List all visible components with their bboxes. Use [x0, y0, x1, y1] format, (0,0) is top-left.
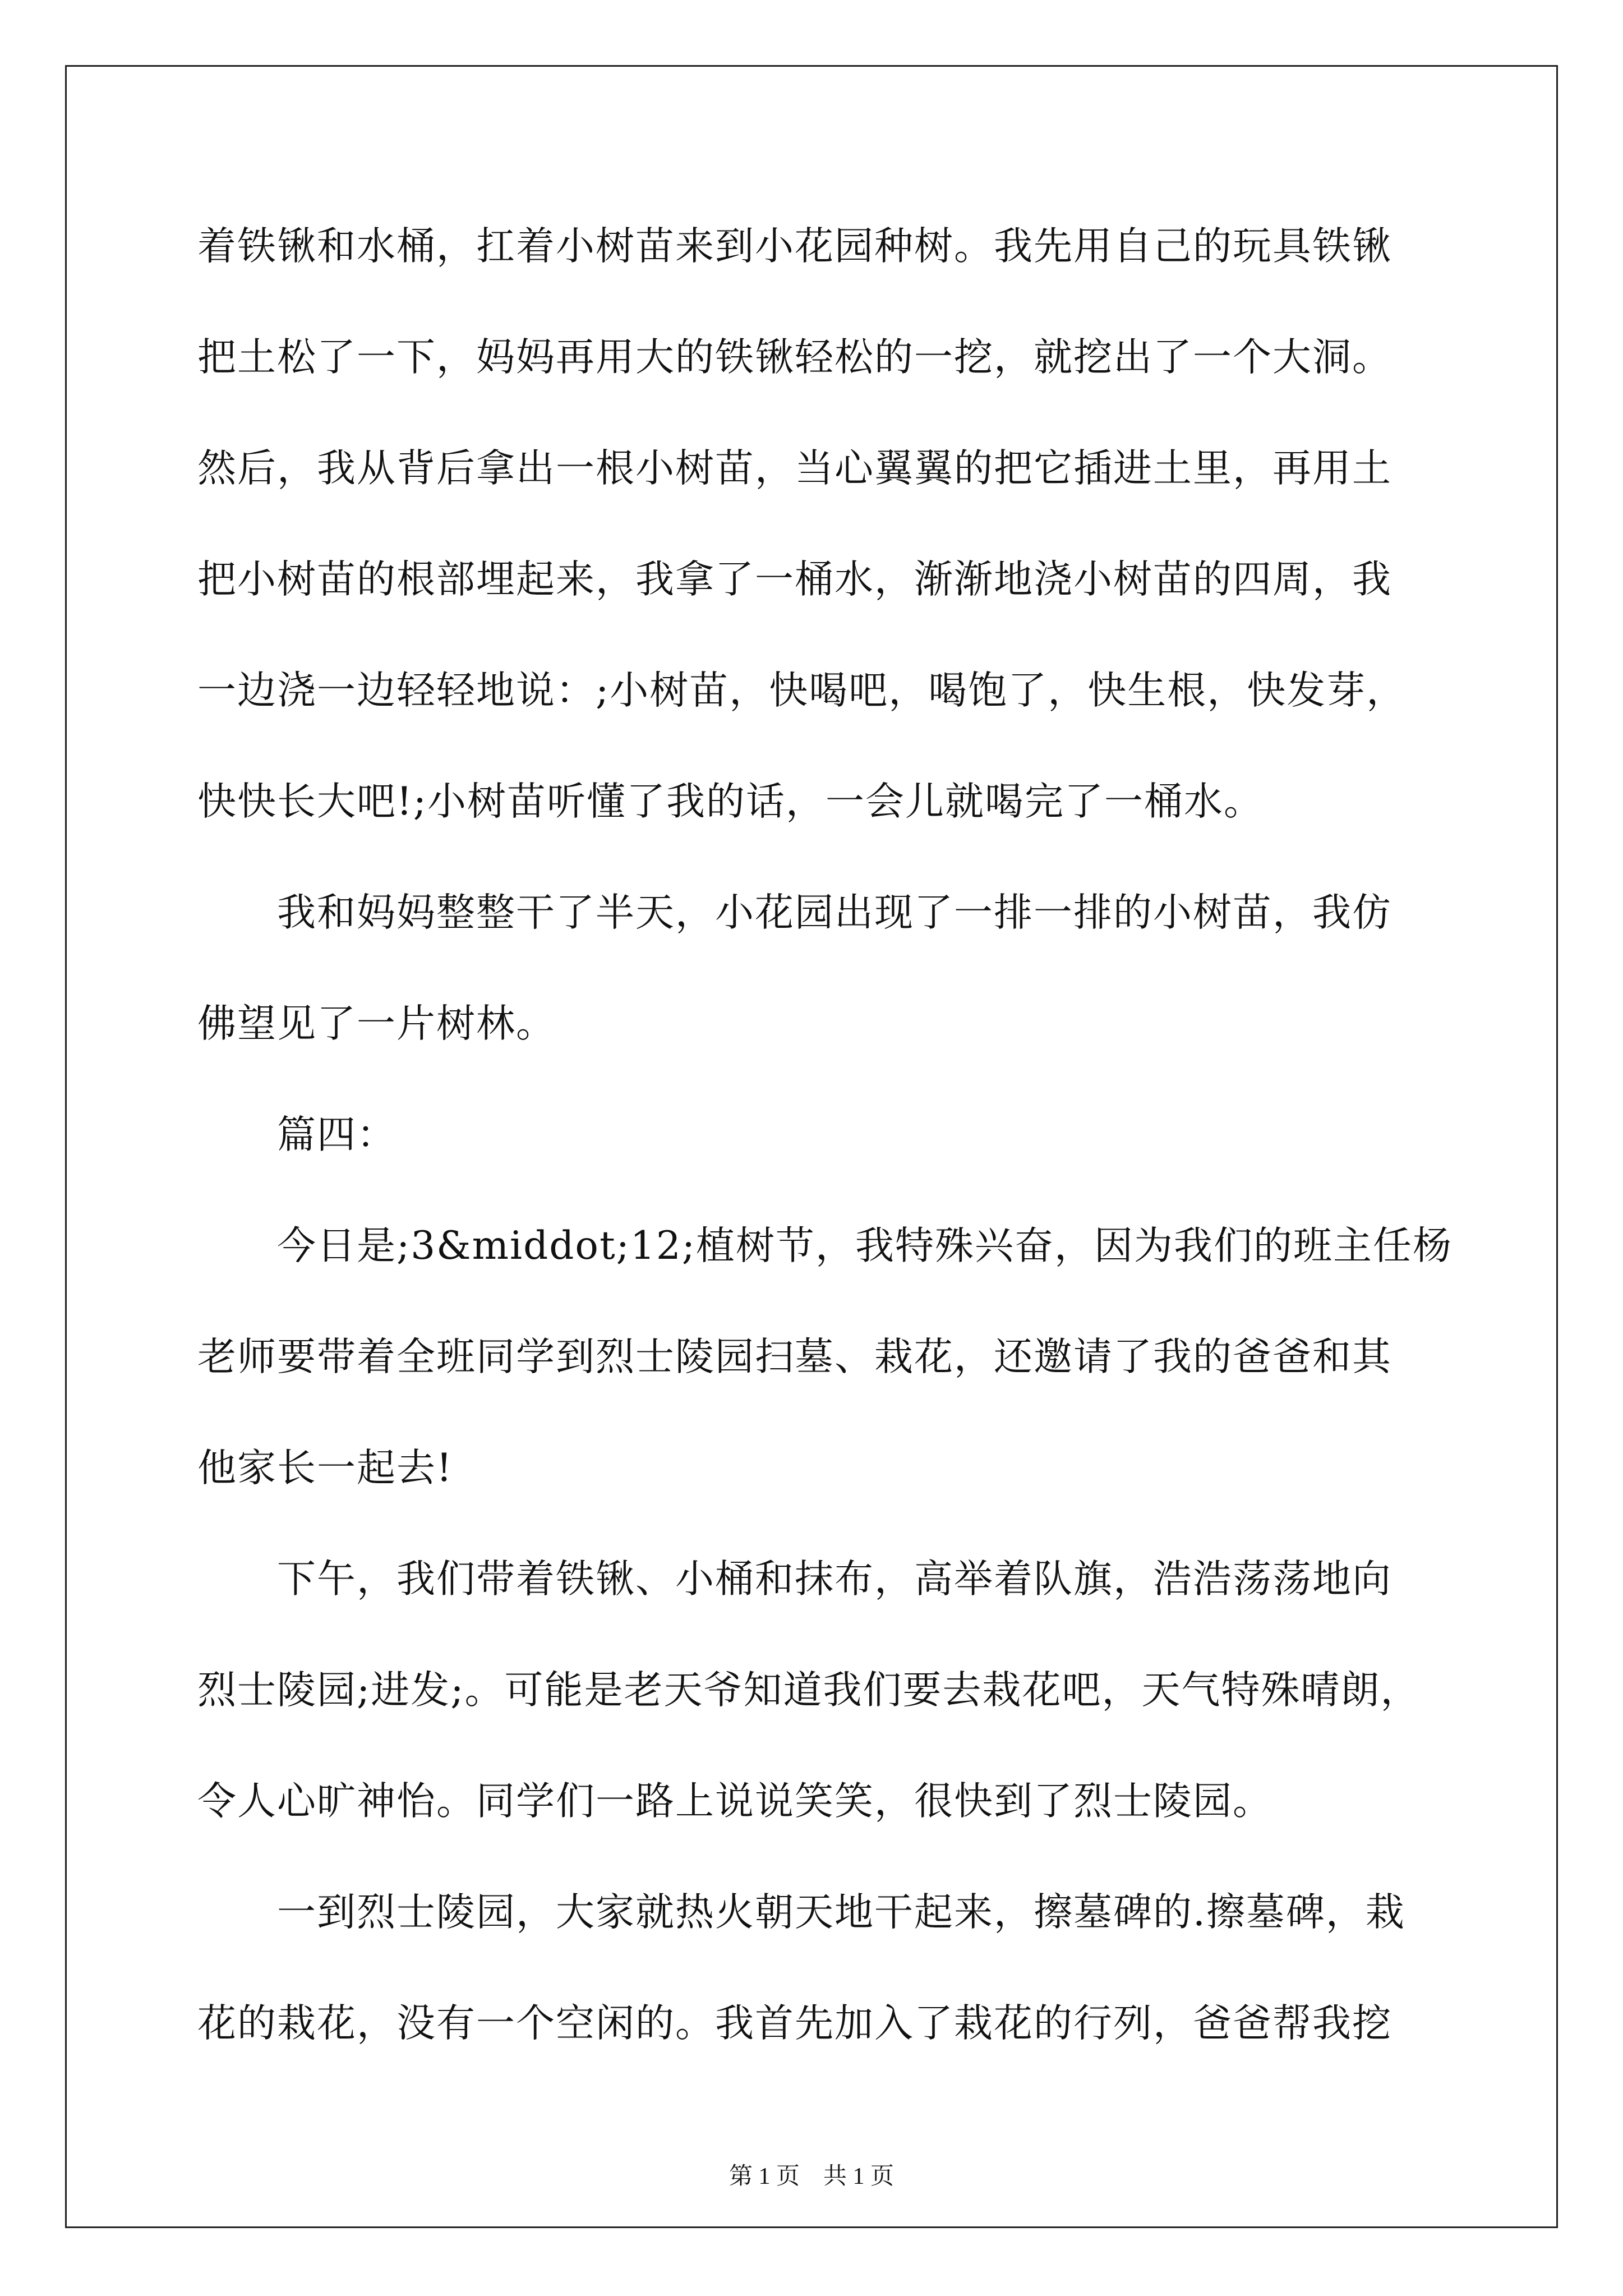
page-number-footer: 第 1 页 共 1 页 — [728, 2164, 894, 2189]
text-line: 佛望见了一片树林。 — [197, 1001, 556, 1046]
text-line: 着铁锹和水桶，扛着小树苗来到小花园种树。我先用自己的玩具铁锹 — [197, 224, 1392, 269]
text-line: 令人心旷神怡。同学们一路上说说笑笑，很快到了烈士陵园。 — [197, 1779, 1272, 1824]
text-line: 我和妈妈整整干了半天，小花园出现了一排一排的小树苗，我仿 — [197, 890, 1392, 935]
text-line: 把土松了一下，妈妈再用大的铁锹轻松的一挖，就挖出了一个大洞。 — [197, 335, 1392, 380]
text-line: 快快长大吧!;小树苗听懂了我的话，一会儿就喝完了一桶水。 — [197, 779, 1264, 824]
section-heading: 篇四： — [197, 1112, 396, 1157]
text-line: 一到烈士陵园，大家就热火朝天地干起来，擦墓碑的.擦墓碑，栽 — [197, 1890, 1405, 1935]
text-line: 花的栽花，没有一个空闲的。我首先加入了栽花的行列，爸爸帮我挖 — [197, 2001, 1392, 2046]
document-body — [197, 223, 1453, 2111]
text-line: 把小树苗的根部埋起来，我拿了一桶水，渐渐地浇小树苗的四周，我 — [197, 557, 1392, 602]
text-line: 下午，我们带着铁锹、小桶和抹布，高举着队旗，浩浩荡荡地向 — [197, 1557, 1392, 1602]
text-line: 然后，我从背后拿出一根小树苗，当心翼翼的把它插进土里，再用土 — [197, 446, 1392, 491]
text-line: 老师要带着全班同学到烈士陵园扫墓、栽花，还邀请了我的爸爸和其 — [197, 1335, 1392, 1379]
text-line: 一边浇一边轻轻地说：;小树苗，快喝吧，喝饱了，快生根，快发芽， — [197, 668, 1407, 713]
text-line: 烈士陵园;进发;。可能是老天爷知道我们要去栽花吧，天气特殊晴朗， — [197, 1668, 1421, 1713]
text-line: 今日是;3&middot;12;植树节，我特殊兴奋，因为我们的班主任杨 — [197, 1223, 1453, 1268]
text-line: 他家长一起去! — [197, 1446, 453, 1490]
